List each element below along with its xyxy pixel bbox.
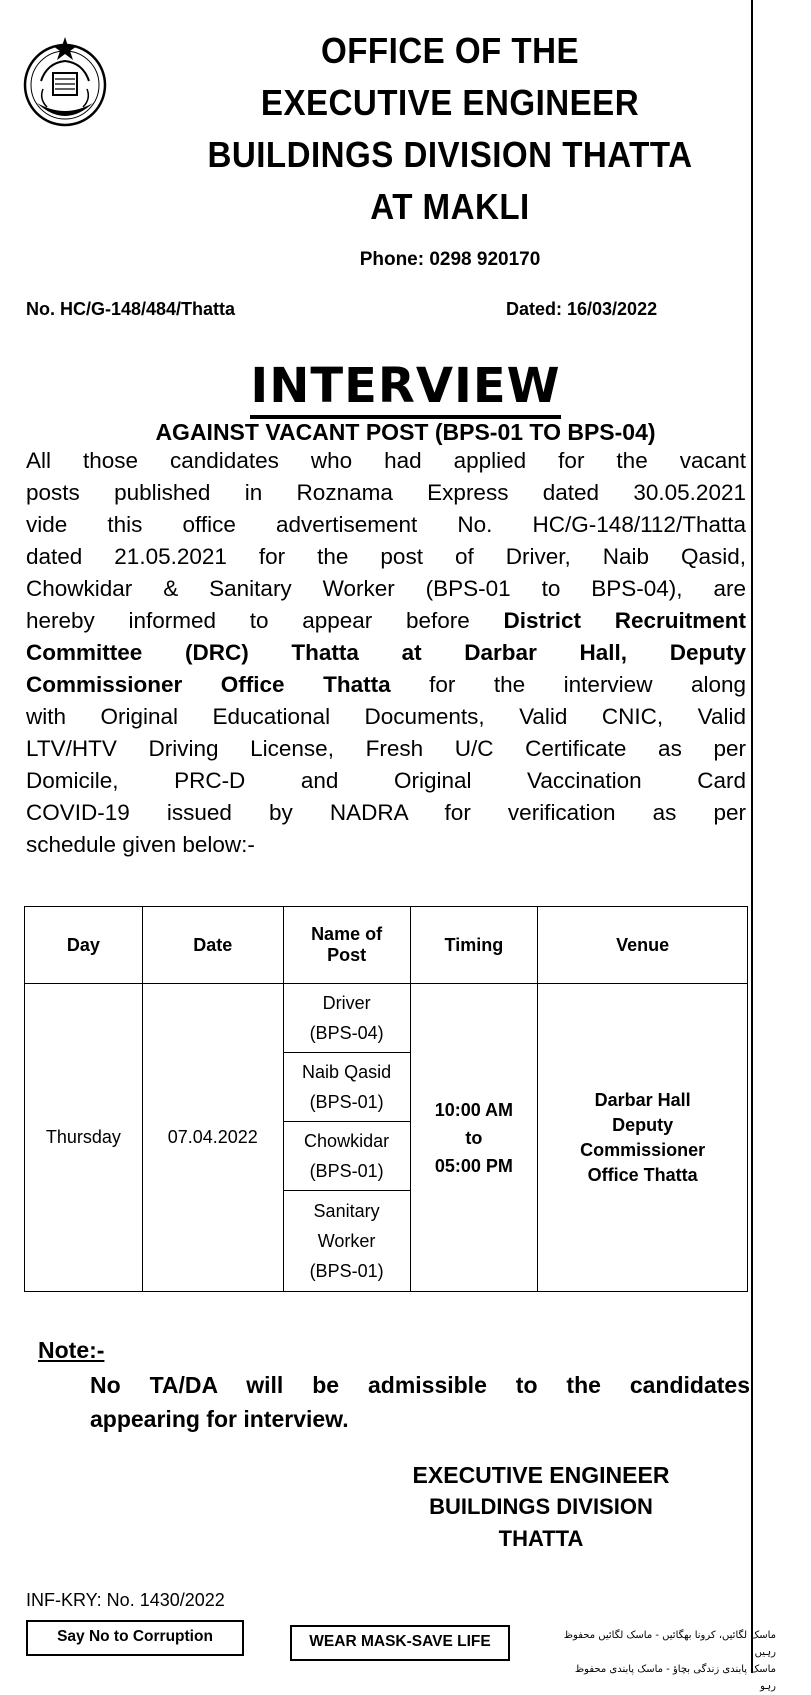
- cell-post-sanitary-worker: Sanitary Worker (BPS-01): [283, 1191, 410, 1292]
- cell-date: 07.04.2022: [142, 984, 283, 1292]
- cell-timing: 10:00 AM to 05:00 PM: [410, 984, 538, 1292]
- body-line: Domicile, PRC-D and Original Vaccination Card: [26, 768, 746, 793]
- body-line: vide this office advertisement No. HC/G-148/112/Thatta: [26, 512, 746, 537]
- note-line: No TA/DA will be admissible to the candidates: [90, 1372, 750, 1398]
- signature-division: BUILDINGS DIVISION: [429, 1494, 653, 1519]
- body-line: with Original Educational Documents, Valid CNIC, Valid: [26, 704, 746, 729]
- interview-schedule-table: [24, 906, 748, 1292]
- body-line: hereby informed to appear before District Recruitment: [26, 608, 747, 633]
- signature-title: EXECUTIVE ENGINEER: [412, 1462, 670, 1488]
- body-line: All those candidates who had applied for the vacant: [26, 448, 746, 473]
- header-day: Day: [25, 907, 143, 984]
- signature-location: THATTA: [498, 1526, 584, 1551]
- cell-venue: Darbar Hall Deputy Commissioner Office Thatta: [538, 984, 748, 1292]
- header-post: Name of Post: [283, 907, 410, 984]
- body-line: Committee (DRC) Thatta at Darbar Hall, Deputy: [26, 640, 746, 665]
- body-line: posts published in Roznama Express dated 30.05.2021: [26, 480, 746, 505]
- body-line: dated 21.05.2021 for the post of Driver, Naib Qasid,: [26, 544, 746, 569]
- header-timing: Timing: [410, 907, 538, 984]
- cell-post-driver: Driver (BPS-04): [283, 984, 410, 1053]
- cell-post-naib-qasid: Naib Qasid (BPS-01): [283, 1053, 410, 1122]
- table-row: [25, 984, 748, 1053]
- cell-day: Thursday: [25, 984, 143, 1292]
- header-date: Date: [142, 907, 283, 984]
- wear-mask-box: WEAR MASK-SAVE LIFE: [290, 1625, 510, 1661]
- office-title-line-3: BUILDINGS DIVISION THATTA: [207, 134, 693, 175]
- office-title-line-4: AT MAKLI: [370, 186, 530, 227]
- notice-subtitle: AGAINST VACANT POST (BPS-01 TO BPS-04): [155, 419, 656, 445]
- reference-number: No. HC/G-148/484/Thatta: [26, 299, 236, 319]
- notice-title: INTERVIEW: [0, 358, 811, 414]
- body-line: COVID-19 issued by NADRA for verification as per: [26, 800, 746, 825]
- note-heading: Note:-: [38, 1337, 105, 1363]
- inf-kry-number: INF-KRY: No. 1430/2022: [26, 1590, 225, 1610]
- office-title-line-2: EXECUTIVE ENGINEER: [260, 82, 640, 123]
- body-line: Chowkidar & Sanitary Worker (BPS-01 to BPS-04), are: [26, 576, 746, 601]
- say-no-to-corruption-box: Say No to Corruption: [26, 1620, 244, 1656]
- reference-date: Dated: 16/03/2022: [506, 299, 658, 319]
- office-title-line-1: OFFICE OF THE: [320, 30, 580, 71]
- table-header-row: [25, 907, 748, 984]
- note-line: appearing for interview.: [90, 1406, 349, 1432]
- cell-post-chowkidar: Chowkidar (BPS-01): [283, 1122, 410, 1191]
- body-line: schedule given below:-: [26, 832, 255, 857]
- body-line: LTV/HTV Driving License, Fresh U/C Certificate as per: [26, 736, 746, 761]
- body-line: Commissioner Office Thatta for the interview along: [26, 672, 747, 697]
- office-phone: Phone: 0298 920170: [359, 249, 541, 270]
- sindh-government-emblem-icon: [17, 33, 113, 129]
- header-venue: Venue: [538, 907, 748, 984]
- urdu-mask-slogan: ماسک لگائیں، کرونا بھگائیں - ماسک لگائیں محفوظ رہیں ماسک پابندی زندگی بچاؤ - ماسک پابندی محفوظ رہو: [563, 1630, 776, 1692]
